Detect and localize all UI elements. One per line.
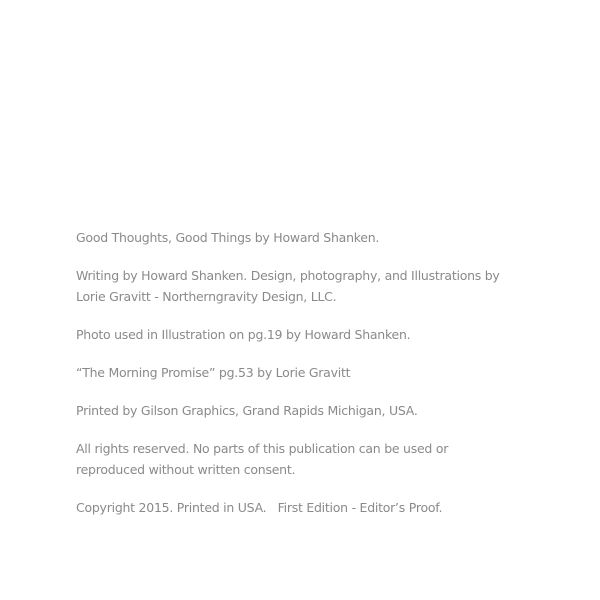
morning-promise-credit-paragraph [76, 362, 546, 383]
colophon-block [76, 227, 546, 535]
photo-credit-paragraph [76, 324, 546, 345]
writing-credit-line: Writing by Howard Shanken. Design, photography, and Illustrations by [76, 268, 500, 283]
design-credit-line: Lorie Gravitt - Northerngravity Design, LLC. [76, 289, 337, 304]
writing-design-credit-paragraph [76, 265, 546, 307]
title-credit-paragraph [76, 227, 546, 248]
printer-credit-line: Printed by Gilson Graphics, Grand Rapids Michigan, USA. [76, 403, 418, 418]
rights-notice-paragraph [76, 438, 546, 480]
title-credit-line: Good Thoughts, Good Things by Howard Shanken. [76, 230, 380, 245]
rights-notice-line-1: All rights reserved. No parts of this publication can be used or [76, 441, 449, 456]
morning-promise-credit-line: “The Morning Promise” pg.53 by Lorie Gravitt [76, 365, 351, 380]
rights-notice-line-2: reproduced without written consent. [76, 462, 296, 477]
copyright-edition-line: Copyright 2015. Printed in USA. First Edition - Editor’s Proof. [76, 500, 443, 515]
printer-credit-paragraph [76, 400, 546, 421]
copyright-edition-paragraph [76, 497, 546, 518]
photo-credit-line: Photo used in Illustration on pg.19 by Howard Shanken. [76, 327, 411, 342]
